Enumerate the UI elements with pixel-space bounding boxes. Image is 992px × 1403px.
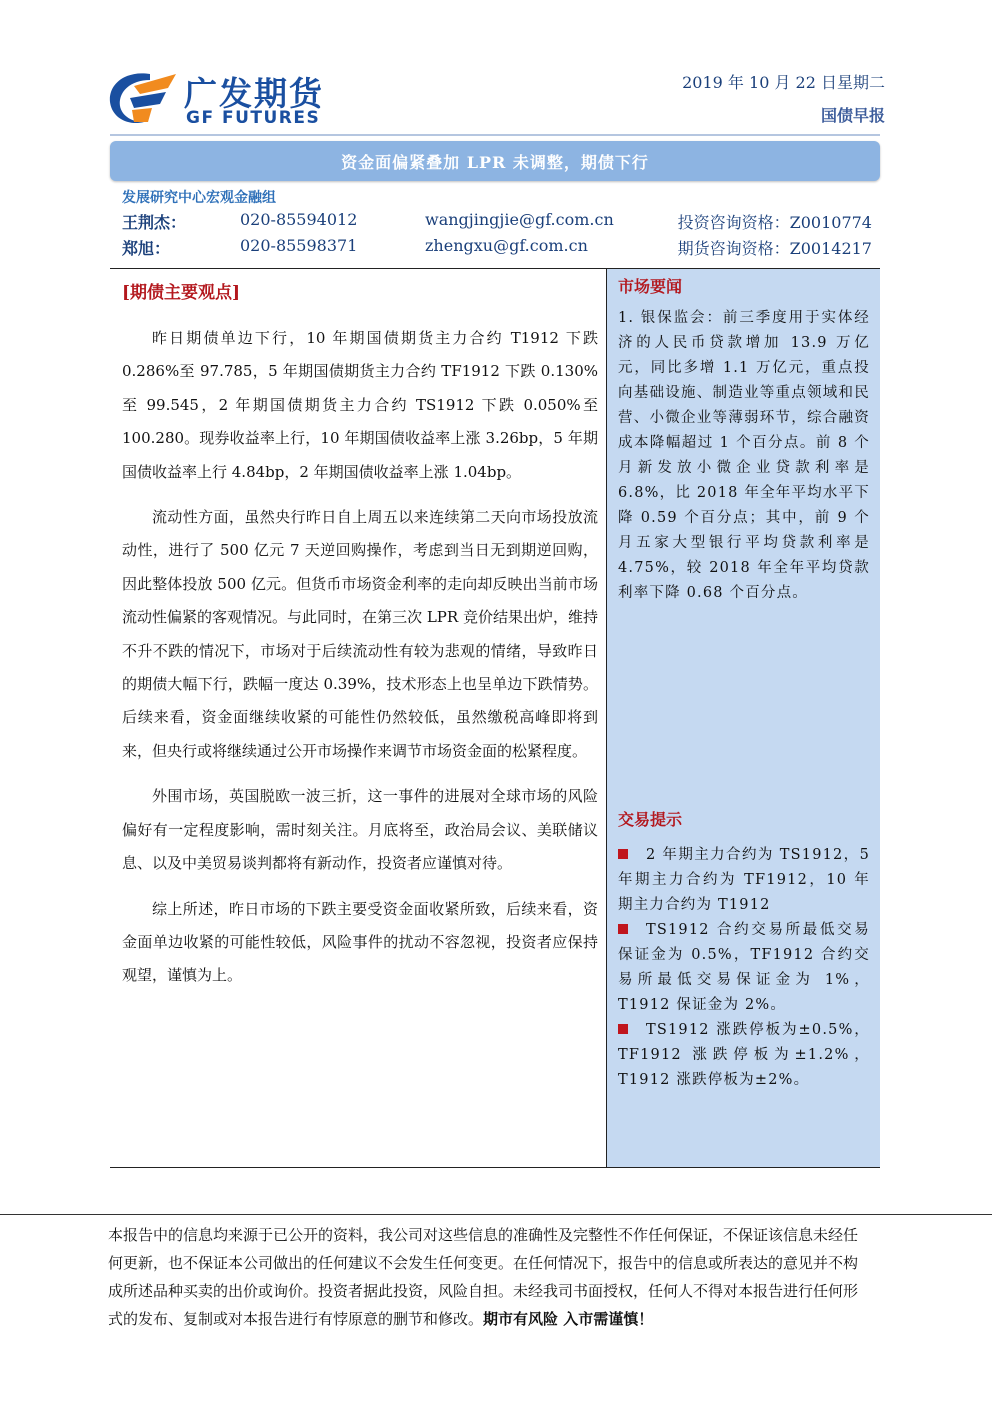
tip-item xyxy=(618,1018,870,1093)
tips-list xyxy=(618,843,870,1093)
disclaimer-box xyxy=(0,1214,992,1328)
report-title-bar xyxy=(110,141,880,181)
author-name: 王荆杰： xyxy=(122,213,187,232)
red-square-bullet-icon xyxy=(618,849,628,859)
tip-text: 2 年期主力合约为 TS1912，5 年期主力合约为 TF1912，10 年期主力合约为 T1912 xyxy=(618,847,870,913)
news-text: 1. 银保监会：前三季度用于实体经济的人民币贷款增加 13.9 万亿元，同比多增 1.1 万亿元，重点投向基础设施、制造业等重点领域和民营、小微企业等薄弱环节，综合融资成本降幅超过 1 个百分点。前 8 个月新发放小微企业贷款利率是 6.8%，比 2018 年全年平均水平下降 0.59 个百分点；其中，前 9 个月五家大型银行平均贷款利率是 4.75%，较 2018 年全年平均贷款利率下降 0.68 个百分点。 xyxy=(618,310,870,601)
company-logo xyxy=(104,66,364,128)
logo-english-text: GF FUTURES xyxy=(186,108,321,128)
author-license: 投资咨询资格：Z0010774 xyxy=(677,213,872,232)
main-paragraph: 流动性方面，虽然央行昨日自上周五以来连续第二天向市场投放流动性，进行了 500 亿元 7 天逆回购操作，考虑到当日无到期逆回购，因此整体投放 500 亿元。但货币市场资金利率的走向却反映出当前市场流动性偏紧的客观情况。与此同时，在第三次 LPR 竞价结果出炉，维持不升不跌的情况下，市场对于后续流动性有较为悲观的情绪，导致昨日的期债大幅下行，跌幅一度达 0.39%，技术形态上也呈单边下跌情势。后续来看，资金面继续收紧的可能性仍然较低，虽然缴税高峰即将到来，但央行或将继续通过公开市场操作来调节市场资金面的松紧程度。 xyxy=(122,508,598,760)
author-row xyxy=(122,236,882,260)
gf-swoosh-logo-icon xyxy=(104,66,180,128)
red-square-bullet-icon xyxy=(618,1024,628,1034)
risk-warning: 期市有风险 入市需谨慎！ xyxy=(483,1310,654,1328)
tip-item xyxy=(618,918,870,1018)
body-top-rule xyxy=(110,268,880,269)
report-date: 2019 年 10 月 22 日星期二 xyxy=(682,73,885,92)
author-email[interactable]: zhengxu@gf.com.cn xyxy=(425,236,588,255)
author-phone: 020-85594012 xyxy=(240,210,358,229)
disclaimer-paragraph xyxy=(108,1221,858,1333)
author-row xyxy=(122,210,882,234)
column-divider xyxy=(606,268,607,1168)
header-divider xyxy=(110,134,880,136)
department-name: 发展研究中心宏观金融组 xyxy=(122,190,276,206)
author-phone: 020-85598371 xyxy=(240,236,358,255)
tip-text: TS1912 合约交易所最低交易保证金为 0.5%，TF1912 合约交易所最低交易保证金为 1%，T1912 保证金为 2%。 xyxy=(618,922,870,1013)
author-name: 郑旭： xyxy=(122,239,171,258)
red-square-bullet-icon xyxy=(618,924,628,934)
main-paragraph: 外围市场，英国脱欧一波三折，这一事件的进展对全球市场的风险偏好有一定程度影响，需时刻关注。月底将至，政治局会议、美联储议息、以及中美贸易谈判都将有新动作，投资者应谨慎对待。 xyxy=(122,787,598,873)
tips-heading: 交易提示 xyxy=(618,810,683,829)
main-heading: [期债主要观点] xyxy=(122,283,241,303)
tip-text: TS1912 涨跌停板为±0.5%，TF1912 涨跌停板为±1.2%，T1912 涨跌停板为±2%。 xyxy=(618,1022,870,1088)
main-paragraph: 昨日期债单边下行，10 年期国债期货主力合约 T1912 下跌 0.286%至 97.785，5 年期国债期货主力合约 TF1912 下跌 0.130%至 99.545，2 年期国债期货主力合约 TS1912 下跌 0.050%至 100.280。现券收益率上行，10 年期国债收益率上涨 3.26bp，5 年期国债收益率上行 4.84bp，2 年期国债收益率上涨 1.04bp。 xyxy=(122,329,598,481)
report-type: 国债早报 xyxy=(820,106,885,125)
report-title: 资金面偏紧叠加 LPR 未调整，期债下行 xyxy=(341,152,649,172)
author-license: 期货咨询资格：Z0014217 xyxy=(677,239,872,258)
author-email[interactable]: wangjingjie@gf.com.cn xyxy=(425,210,614,229)
main-content xyxy=(122,322,598,1005)
disclaimer-text: 本报告中的信息均来源于已公开的资料，我公司对这些信息的准确性及完整性不作任何保证，不保证该信息未经任何更新，也不保证本公司做出的任何建议不会发生任何变更。在任何情况下，报告中的信息或所表达的意见并不构成所述品种买卖的出价或询价。投资者据此投资，风险自担。未经我司书面授权，任何人不得对本报告进行任何形式的发布、复制或对本报告进行有悖原意的删节和修改。 xyxy=(108,1226,859,1328)
logo-chinese-text: 广发期货 xyxy=(184,74,324,113)
body-bottom-rule xyxy=(110,1167,880,1168)
main-paragraph: 综上所述，昨日市场的下跌主要受资金面收紧所致，后续来看，资金面单边收紧的可能性较低，风险事件的扰动不容忽视，投资者应保持观望，谨慎为上。 xyxy=(122,899,598,985)
tip-item xyxy=(618,843,870,918)
news-heading: 市场要闻 xyxy=(618,277,683,296)
